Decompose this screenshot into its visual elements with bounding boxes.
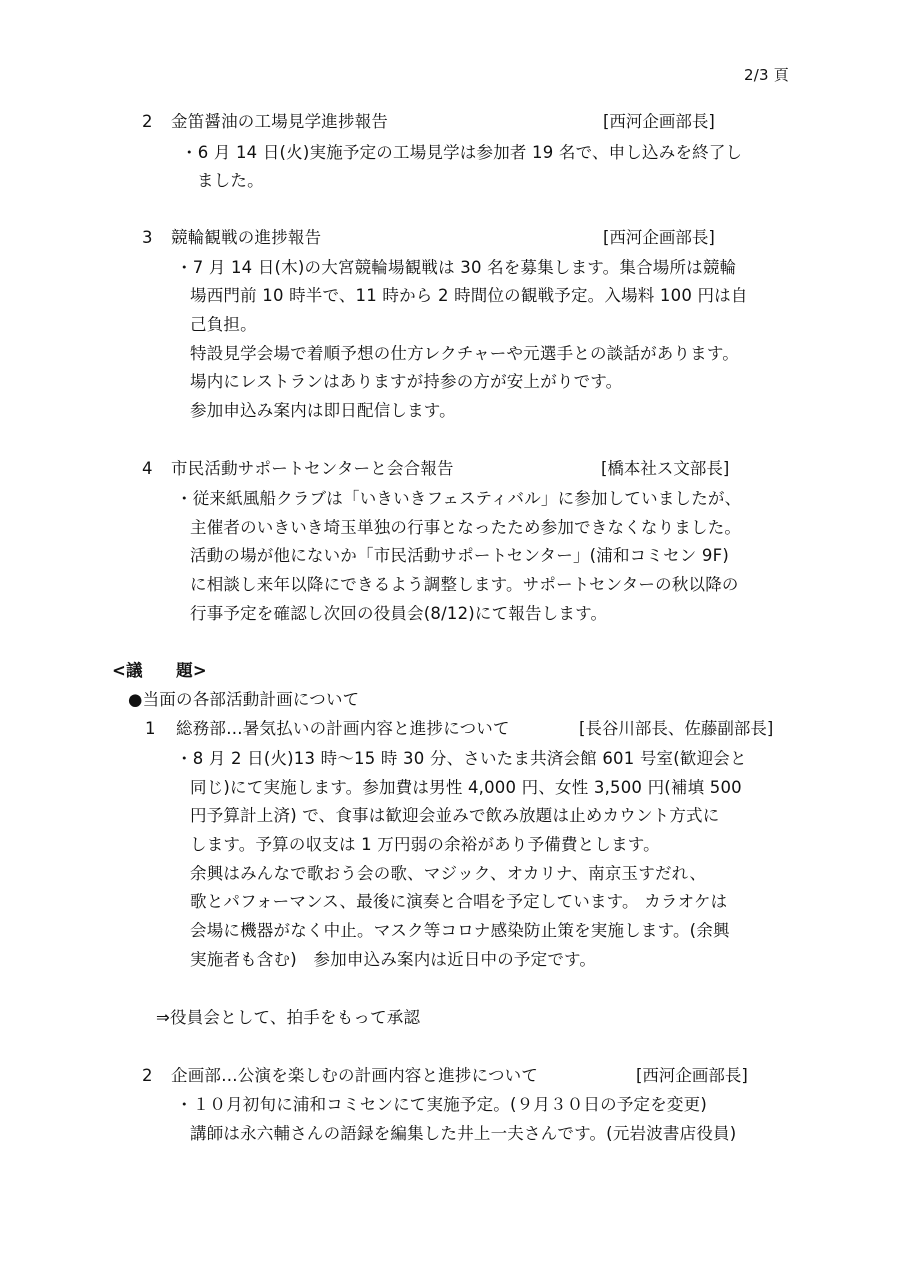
item-line: 参加申込み案内は即日配信します。 (190, 401, 456, 420)
item-line: 講師は永六輔さんの語録を編集した井上一夫さんです。(元岩波書店役員) (190, 1124, 737, 1143)
item-line: 同じ)にて実施します。参加費は男性 4,000 円、女性 3,500 円(補填 500 (190, 778, 742, 797)
item-responsible: [西河企画部長] (603, 228, 715, 247)
item-title: 競輪観戦の進捗報告 (171, 228, 322, 247)
item-line: します。予算の収支は 1 万円弱の余裕があり予備費とします。 (190, 835, 660, 854)
item-title: 総務部…暑気払いの計画内容と進捗について (176, 719, 510, 738)
agenda-heading: <議 題> (112, 661, 207, 680)
item-line: 円予算計上済) で、食事は歓迎会並みで飲み放題は止めカウント方式に (190, 806, 720, 825)
item-line: 場西門前 10 時半で、11 時から 2 時間位の観戦予定。入場料 100 円は自 (190, 286, 748, 305)
item-line: 活動の場が他にないか「市民活動サポートセンター」(浦和コミセン 9F) (190, 546, 729, 565)
item-number: 3 (142, 228, 153, 247)
item-line: 己負担。 (190, 315, 257, 334)
item-line: 余興はみんなで歌おう会の歌、マジック、オカリナ、南京玉すだれ、 (190, 864, 707, 883)
item-responsible: [西河企画部長] (636, 1066, 748, 1085)
item-line: 特設見学会場で着順予想の仕方レクチャーや元選手との談話があります。 (190, 344, 739, 363)
item-line: ・6 月 14 日(火)実施予定の工場見学は参加者 19 名で、申し込みを終了し (181, 143, 743, 162)
item-line: に相談し来年以降にできるよう調整します。サポートセンターの秋以降の (190, 575, 739, 594)
item-line: ・7 月 14 日(木)の大宮競輪場観戦は 30 名を募集します。集合場所は競輪 (176, 258, 737, 277)
item-line: ・１０月初旬に浦和コミセンにて実施予定。(９月３０日の予定を変更) (176, 1095, 707, 1114)
item-number: 2 (142, 112, 153, 131)
item-line: 行事予定を確認し次回の役員会(8/12)にて報告します。 (190, 604, 608, 623)
item-responsible: [西河企画部長] (603, 112, 715, 131)
item-line: 場内にレストランはありますが持参の方が安上がりです。 (190, 372, 623, 391)
item-number: 1 (145, 719, 156, 738)
item-number: 4 (142, 459, 153, 478)
item-line: 実施者も含む) 参加申込み案内は近日中の予定です。 (190, 950, 597, 969)
item-responsible: [長谷川部長、佐藤副部長] (579, 719, 774, 738)
item-line: ・従来紙風船クラブは「いきいきフェスティバル」に参加していましたが、 (176, 489, 742, 508)
item-line: 歌とパフォーマンス、最後に演奏と合唱を予定しています。 カラオケは (190, 892, 728, 911)
item-number: 2 (142, 1066, 153, 1085)
item-line: ました。 (197, 171, 264, 190)
item-title: 企画部…公演を楽しむの計画内容と進捗について (171, 1066, 539, 1085)
agenda-sub-heading: ●当面の各部活動計画について (128, 690, 360, 709)
item-title: 市民活動サポートセンターと会合報告 (171, 459, 454, 478)
page-number: 2/3 頁 (744, 66, 789, 84)
item-line: ・8 月 2 日(火)13 時～15 時 30 分、さいたま共済会館 601 号室(歓迎会と (176, 749, 747, 768)
item-title: 金笛醤油の工場見学進捗報告 (171, 112, 389, 131)
item-line: 主催者のいきいき埼玉単独の行事となったため参加できなくなりました。 (190, 518, 742, 537)
approval-note: ⇒役員会として、拍手をもって承認 (156, 1008, 421, 1027)
item-responsible: [橋本社ス文部長] (601, 459, 730, 478)
item-line: 会場に機器がなく中止。マスク等コロナ感染防止策を実施します。(余興 (190, 921, 730, 940)
